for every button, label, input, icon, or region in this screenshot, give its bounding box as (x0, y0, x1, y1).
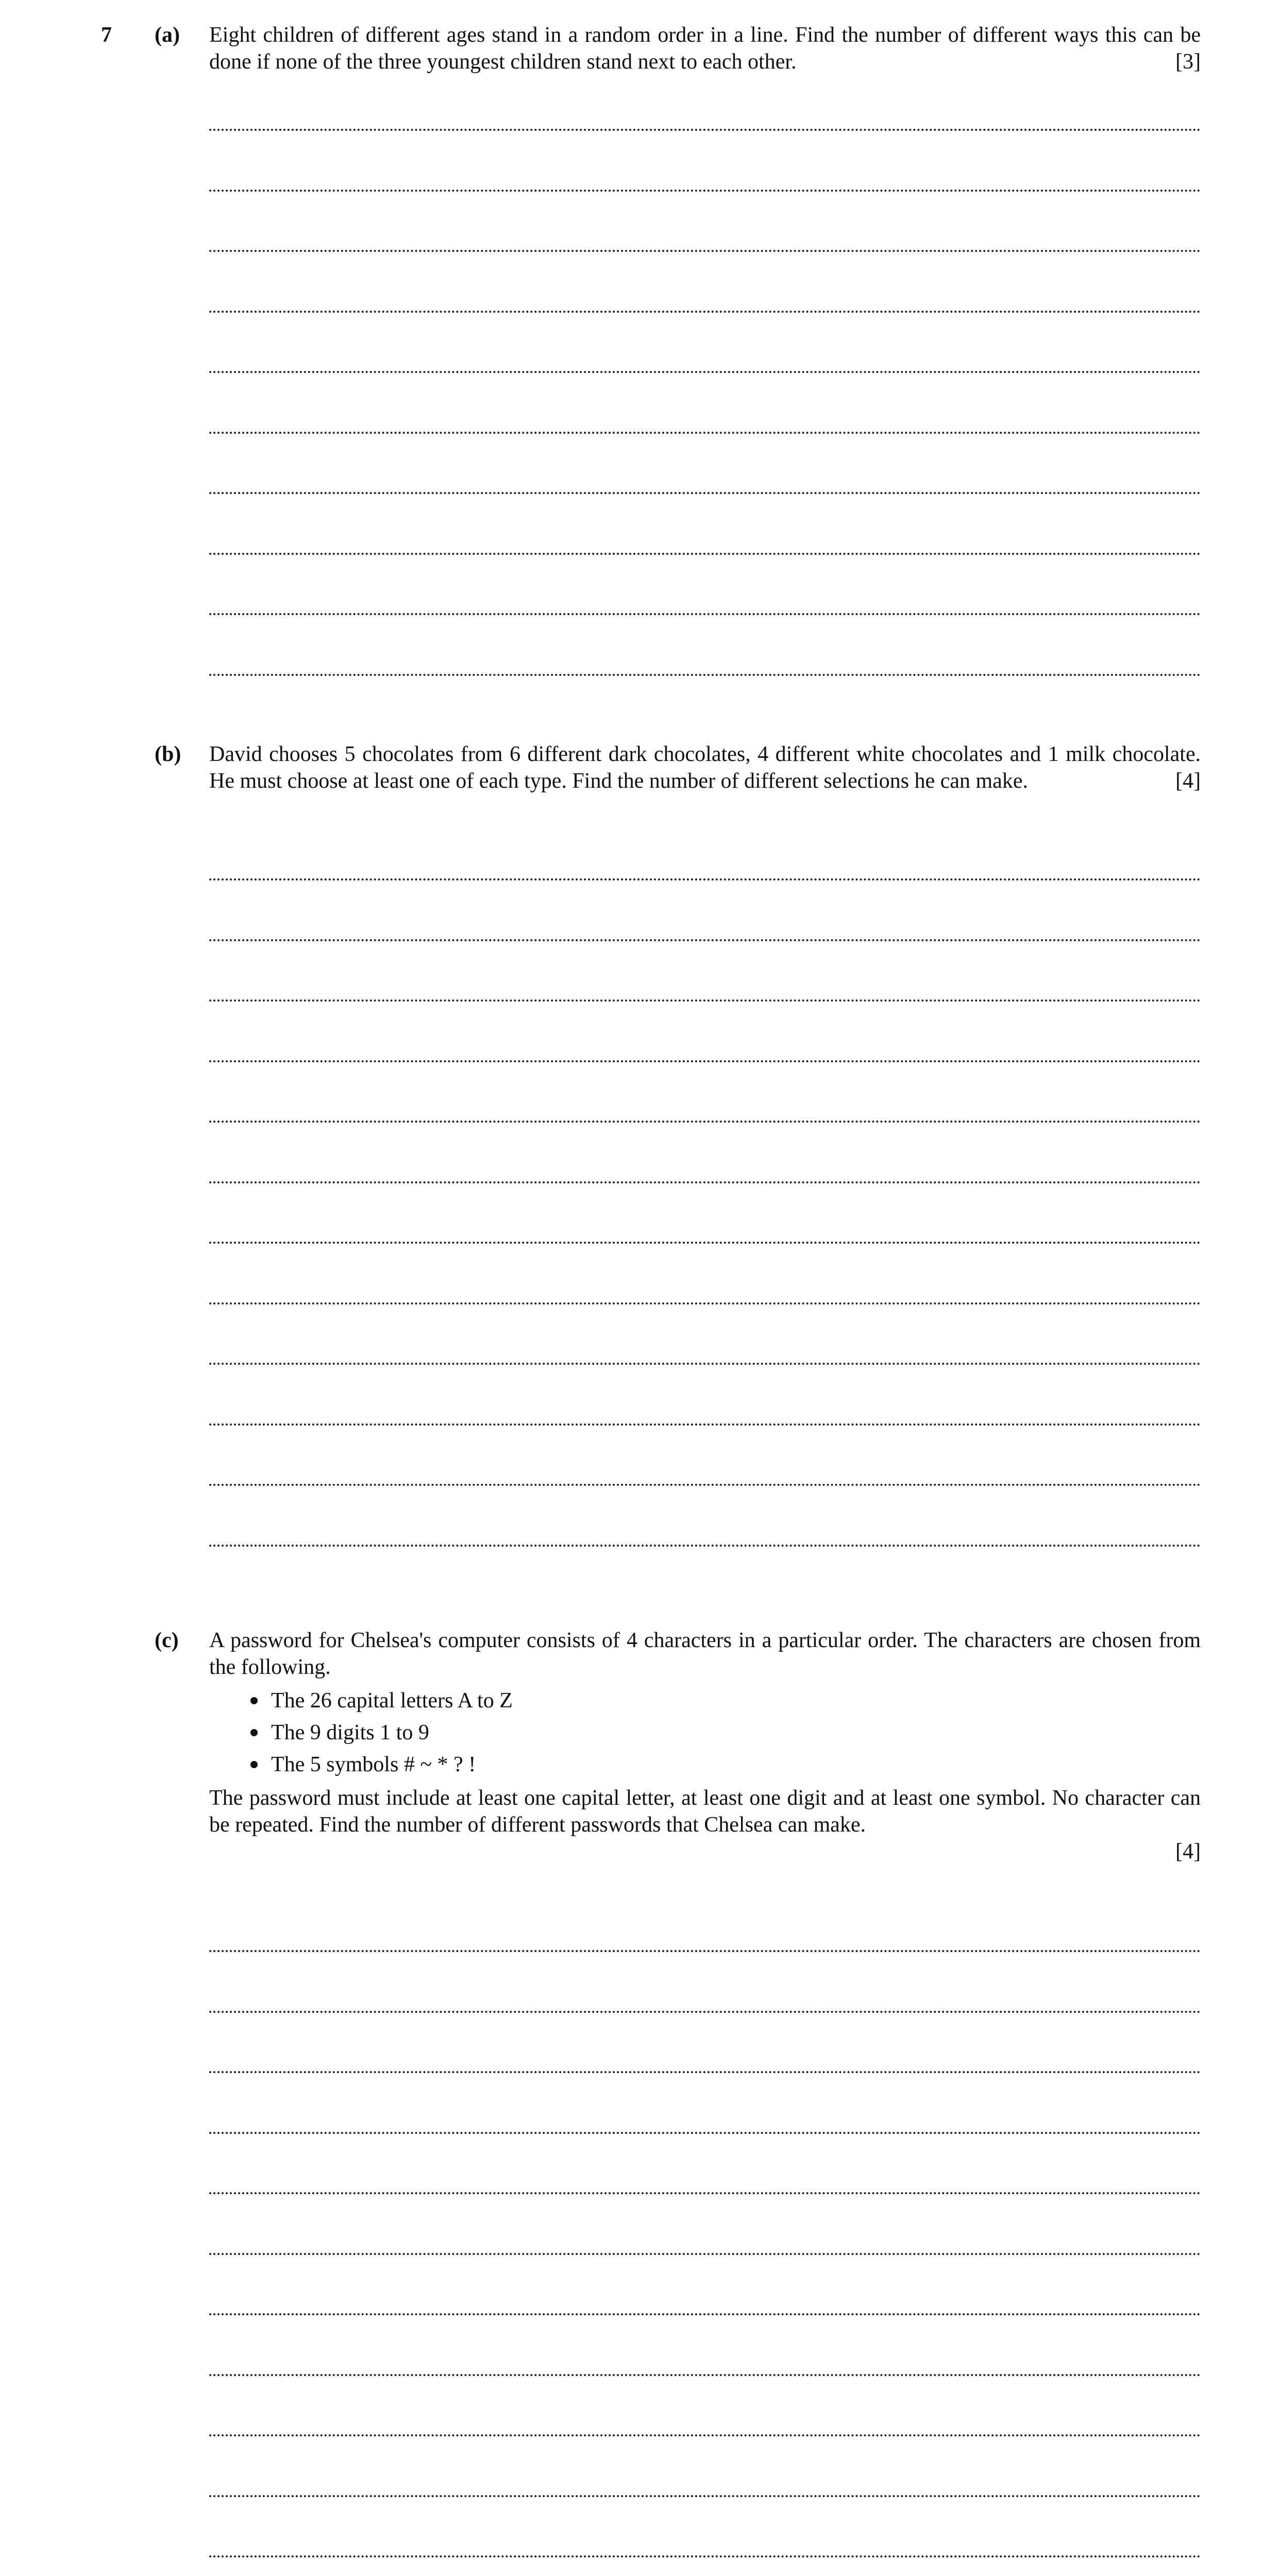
answer-line (209, 311, 1201, 313)
answer-line (209, 999, 1201, 1002)
answer-line (209, 2434, 1201, 2436)
answer-line (209, 1060, 1201, 1062)
answer-line (209, 2071, 1201, 2073)
answer-line (209, 2374, 1201, 2376)
answer-line (209, 1121, 1201, 1123)
answer-line (209, 1423, 1201, 1426)
answer-line (209, 1950, 1201, 1952)
part-c-text (209, 1627, 1201, 1865)
answer-line (209, 878, 1201, 880)
character-set-list (209, 1685, 1201, 1781)
answer-line (209, 129, 1201, 131)
bullet-symbols: The 5 symbols # ~ * ? ! (271, 1749, 1201, 1781)
answer-line (209, 939, 1201, 941)
answer-line (209, 1302, 1201, 1304)
answer-line (209, 674, 1201, 676)
bullet-digits: The 9 digits 1 to 9 (271, 1717, 1201, 1749)
answer-line (209, 1545, 1201, 1547)
answer-line (209, 371, 1201, 373)
part-a-text (209, 22, 1201, 75)
answer-line (209, 432, 1201, 434)
part-b-marks: [4] (1175, 769, 1201, 793)
answer-line (209, 1181, 1201, 1183)
answer-line (209, 2555, 1201, 2557)
answer-line (209, 2132, 1201, 2134)
part-c-label: (c) (155, 1629, 179, 1652)
part-c-intro: A password for Chelsea's computer consists of 4 characters in a particular order. The characters are chosen from the following. (209, 1629, 1201, 1679)
answer-line (209, 1484, 1201, 1486)
answer-line (209, 2192, 1201, 2194)
answer-line (209, 2253, 1201, 2255)
answer-line (209, 1363, 1201, 1365)
answer-line (209, 1242, 1201, 1244)
part-a-label: (a) (155, 23, 180, 47)
part-a-marks: [3] (1175, 50, 1201, 74)
answer-line (209, 553, 1201, 555)
answer-line (209, 2011, 1201, 2013)
answer-line (209, 250, 1201, 252)
part-b-label: (b) (155, 742, 181, 766)
bullet-capital-letters: The 26 capital letters A to Z (271, 1685, 1201, 1717)
question-number: 7 (101, 23, 112, 47)
part-b-text (209, 741, 1201, 794)
answer-line (209, 2313, 1201, 2315)
part-a-question: Eight children of different ages stand in a random order in a line. Find the number of different ways this can be done if none of the three youngest children stand next to each other. (209, 23, 1201, 74)
answer-line (209, 492, 1201, 494)
part-c-marks: [4] (1175, 1840, 1201, 1863)
answer-line (209, 613, 1201, 615)
answer-line (209, 190, 1201, 192)
part-b-question: David chooses 5 chocolates from 6 different dark chocolates, 4 different white chocolates and 1 milk chocolate. He must choose at least one of each type. Find the number of different selections he can make. (209, 742, 1201, 793)
answer-line (209, 2495, 1201, 2497)
part-c-question: The password must include at least one capital letter, at least one digit and at least one symbol. No character can be repeated. Find the number of different passwords that Chelsea can make. (209, 1786, 1201, 1837)
